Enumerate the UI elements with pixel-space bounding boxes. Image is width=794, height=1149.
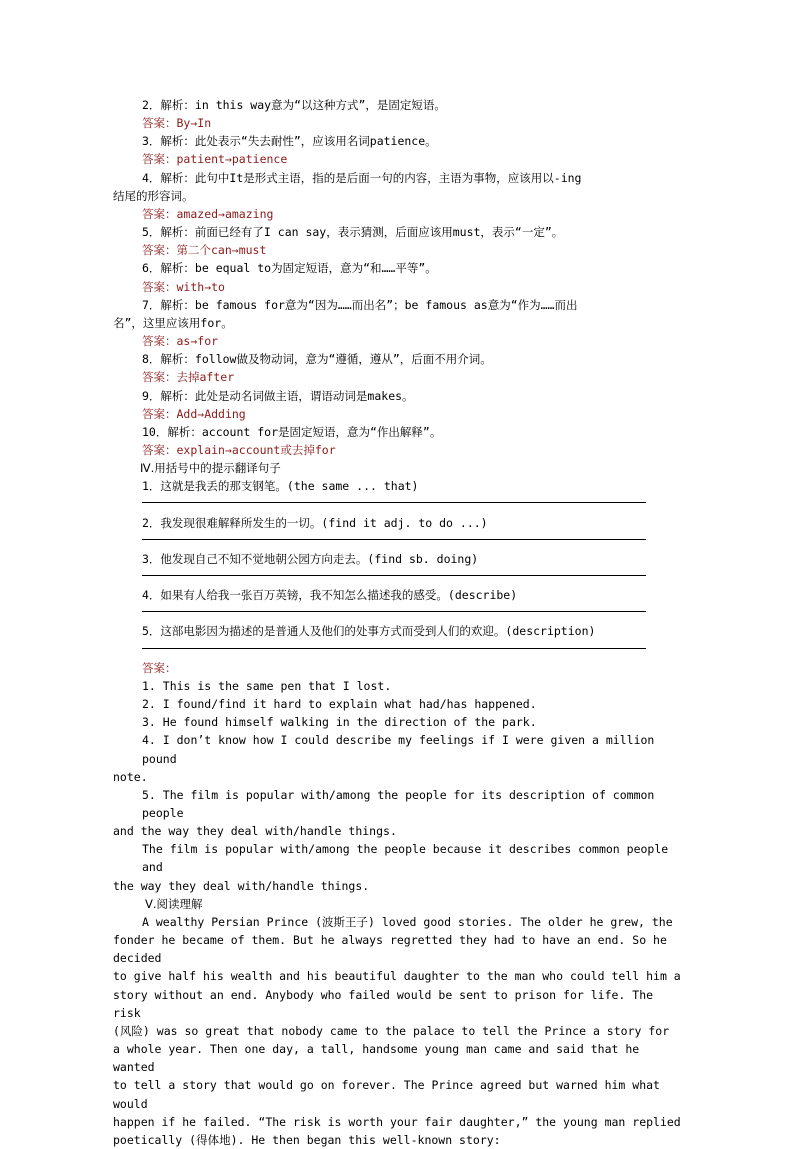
section-5-heading: Ⅴ.阅读理解	[145, 896, 203, 911]
analysis-6: 6．解析：be equal to为固定短语，意为“和……平等”。	[142, 261, 437, 276]
translate-question-2: 2．我发现很难解释所发生的一切。(find it adj. to do ...)	[142, 515, 488, 530]
analysis-9: 9．解析：此处是动名词做主语，谓语动词是makes。	[142, 388, 414, 403]
translation-answer-5: 5. The film is popular with/among the people for its description of common people	[142, 787, 662, 821]
translation-answer-5-alt-cont: the way they deal with/handle things.	[113, 878, 370, 893]
answer-blank-3[interactable]	[113, 568, 681, 586]
analysis-7-line1: 7．解析：be famous for意为“因为……而出名”；be famous as意为“作为……而出	[142, 297, 578, 312]
answer-10: 答案：explain→account或去掉for	[142, 442, 336, 457]
analysis-8: 8．解析：follow做及物动词，意为“遵循，遵从”，后面不用介词。	[142, 352, 492, 367]
answer-8: 答案：去掉after	[142, 370, 235, 385]
translation-answer-2: 2. I found/find it hard to explain what had/has happened.	[142, 697, 537, 712]
answer-label: 答案：	[142, 152, 177, 167]
reading-line: A wealthy Persian Prince (波斯王子) loved good stories. The older he grew, the	[142, 914, 673, 929]
answer-blank-5[interactable]	[113, 641, 681, 659]
reading-line: happen if he failed. “The risk is worth your fair daughter,” the young man replied	[113, 1114, 681, 1129]
answer-3: 答案：patient→patience	[142, 152, 288, 167]
answer-6: 答案：with→to	[142, 279, 225, 294]
translation-answer-4: 4. I don’t know how I could describe my feelings if I were given a million pound	[142, 733, 662, 766]
answer-label: 答案：	[142, 406, 177, 421]
analysis-7-line2: 名”，这里应该用for。	[113, 315, 233, 330]
answer-blank-2[interactable]	[113, 532, 681, 550]
reading-line: to give half his wealth and his beautiful daughter to the man who could tell him a	[113, 969, 681, 984]
reading-line: (风险) was so great that nobody came to the palace to tell the Prince a story for	[113, 1023, 670, 1038]
answer-label: 答案：	[142, 334, 177, 349]
analysis-10: 10．解析：account for是固定短语，意为“作出解释”。	[142, 424, 442, 439]
translate-question-5: 5．这部电影因为描述的是普通人及他们的处事方式而受到人们的欢迎。(description)	[142, 624, 596, 639]
answer-label: 答案：	[142, 206, 177, 221]
answer-blank-1[interactable]	[113, 495, 681, 513]
answer-7: 答案：as→for	[142, 334, 219, 349]
analysis-2: 2．解析：in this way意为“以这种方式”，是固定短语。	[142, 98, 446, 112]
answer-9: 答案：Add→Adding	[142, 406, 246, 421]
reading-line: story without an end. Anybody who failed would be sent to prison for life. The risk	[113, 987, 660, 1020]
analysis-4-line2: 结尾的形容词。	[113, 188, 194, 203]
translation-answer-3: 3. He found himself walking in the direction of the park.	[142, 715, 537, 730]
translation-answer-1: 1. This is the same pen that I lost.	[142, 678, 392, 693]
analysis-3: 3．解析：此处表示“失去耐性”，应该用名词patience。	[142, 134, 437, 149]
document-page	[113, 96, 681, 1149]
translate-question-4: 4．如果有人给我一张百万英镑，我不知怎么描述我的感受。(describe)	[142, 588, 518, 603]
reading-line: fonder he became of them. But he always regretted they had to have an end. So he decided	[113, 933, 674, 966]
analysis-5: 5．解析：前面已经有了I can say，表示猜测，后面应该用must，表示“一定”。	[142, 225, 564, 240]
reading-line: poetically (得体地). He then began this well-known story:	[113, 1132, 501, 1147]
section-4-answer-label: 答案：	[142, 660, 177, 675]
section-4-heading: Ⅳ.用括号中的提示翻译句子	[140, 461, 281, 476]
answer-label: 答案：	[142, 442, 177, 457]
translation-answer-5-alt: The film is popular with/among the people because it describes common people and	[142, 842, 676, 875]
translate-question-3: 3．他发现自己不知不觉地朝公园方向走去。(find sb. doing)	[142, 551, 479, 566]
reading-line: a whole year. Then one day, a tall, handsome young man came and said that he wanted	[113, 1042, 647, 1075]
translate-question-1: 1．这就是我丢的那支钢笔。(the same ... that)	[142, 479, 419, 494]
translation-answer-4-cont: note.	[113, 769, 148, 784]
answer-label: 答案：	[142, 279, 177, 294]
analysis-4-line1: 4．解析：此句中It是形式主语，指的是后面一句的内容，主语为事物，应该用以-ing	[142, 170, 582, 185]
answer-4: 答案：amazed→amazing	[142, 206, 274, 221]
answer-2: 答案：By→In	[142, 116, 212, 131]
answer-5: 答案：第二个can→must	[142, 243, 267, 258]
answer-blank-4[interactable]	[113, 604, 681, 622]
answer-label: 答案：	[142, 116, 177, 131]
answer-label: 答案：	[142, 243, 177, 258]
reading-line: to tell a story that would go on forever. The Prince agreed but warned him what would	[113, 1078, 667, 1111]
translation-answer-5-cont: and the way they deal with/handle things.	[113, 824, 397, 839]
answer-label: 答案：	[142, 370, 177, 385]
